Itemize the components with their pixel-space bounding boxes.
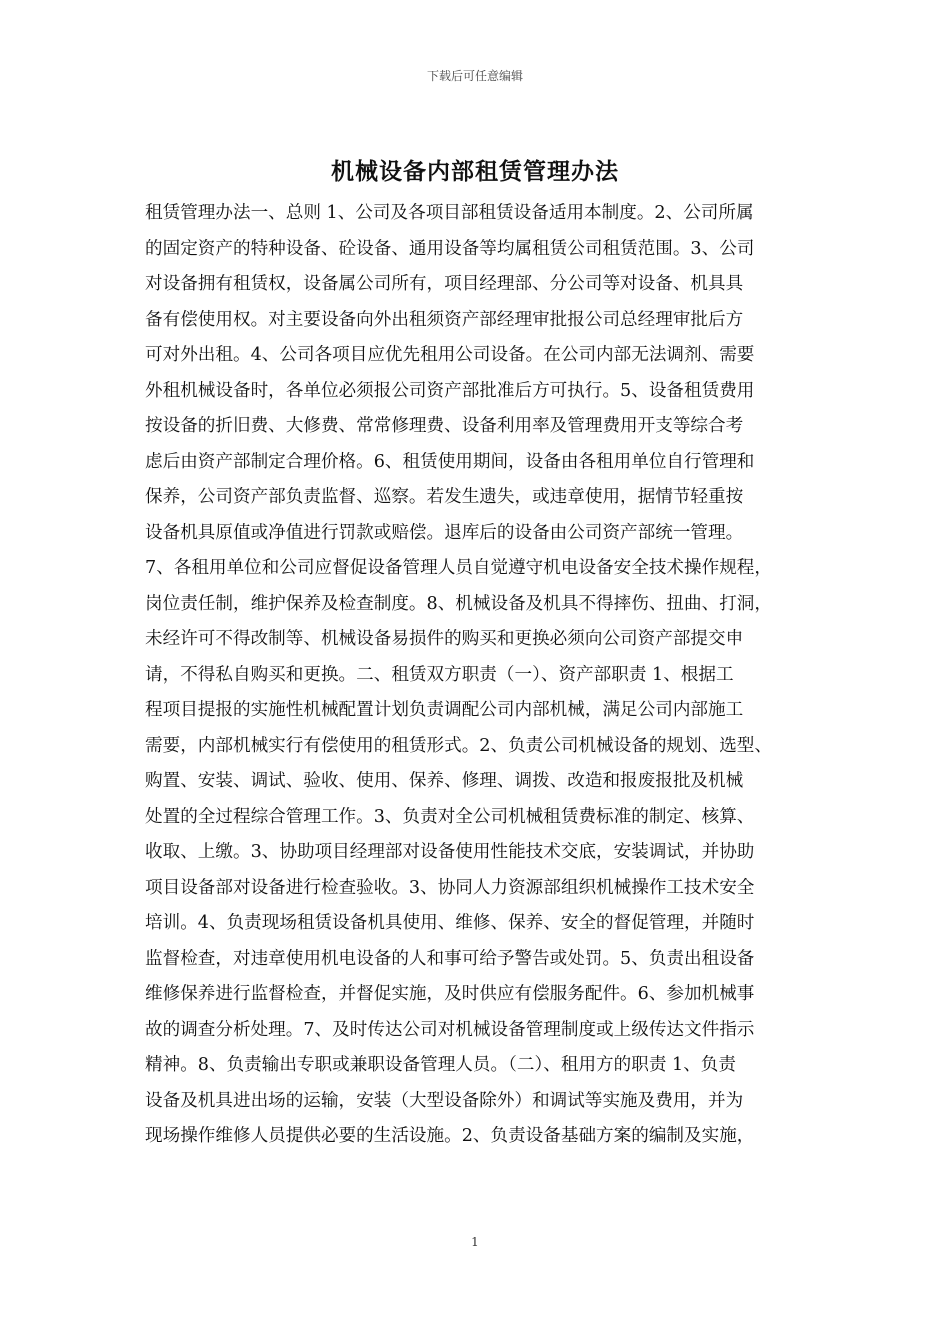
body-line: 虑后由资产部制定合理价格。6、租赁使用期间，设备由各租用单位自行管理和: [145, 451, 755, 472]
body-line: 设备及机具进出场的运输，安装（大型设备除外）和调试等实施及费用，并为: [145, 1090, 744, 1111]
body-line: 外租机械设备时，各单位必须报公司资产部批准后方可执行。5、设备租赁费用: [145, 380, 755, 401]
document-body: [145, 196, 807, 1155]
body-line: 培训。4、负责现场租赁设备机具使用、维修、保养、安全的督促管理，并随时: [145, 913, 755, 933]
body-line: 按设备的折旧费、大修费、常常修理费、设备利用率及管理费用开支等综合考: [145, 416, 744, 436]
body-line: 维修保养进行监督检查，并督促实施，及时供应有偿服务配件。6、参加机械事: [145, 984, 755, 1004]
body-line: 请，不得私自购买和更换。二、租赁双方职责（一）、资产部职责 1、根据工: [145, 664, 734, 685]
page-header: 下载后可任意编辑: [426, 69, 523, 83]
body-line: 备有偿使用权。对主要设备向外出租须资产部经理审批报公司总经理审批后方: [145, 309, 744, 330]
body-line: 7、各租用单位和公司应督促设备管理人员自觉遵守机电设备安全技术操作规程，: [145, 558, 772, 578]
body-line: 处置的全过程综合管理工作。3、负责对全公司机械租赁费标准的制定、核算、: [145, 806, 755, 827]
body-line: 对设备拥有租赁权，设备属公司所有，项目经理部、分公司等对设备、机具具: [145, 274, 744, 294]
body-line: 现场操作维修人员提供必要的生活设施。2、负责设备基础方案的编制及实施，: [145, 1126, 755, 1146]
body-line: 项目设备部对设备进行检查验收。3、协同人力资源部组织机械操作工技术安全: [145, 877, 755, 898]
document-title: 机械设备内部租赁管理办法: [331, 158, 619, 185]
body-line: 购置、安装、调试、验收、使用、保养、修理、调拨、改造和报废报批及机械: [145, 771, 744, 791]
body-line: 岗位责任制，维护保养及检查制度。8、机械设备及机具不得摔伤、扭曲、打洞，: [145, 593, 772, 614]
body-line: 故的调查分析处理。7、及时传达公司对机械设备管理制度或上级传达文件指示: [145, 1019, 755, 1040]
body-line: 可对外出租。4、公司各项目应优先租用公司设备。在公司内部无法调剂、需要: [145, 345, 755, 365]
body-line: 需要，内部机械实行有偿使用的租赁形式。2、负责公司机械设备的规划、选型、: [145, 735, 772, 756]
page-number: 1: [471, 1235, 479, 1249]
body-line: 保养，公司资产部负责监督、巡察。若发生遗失，或违章使用，据情节轻重按: [145, 487, 744, 507]
body-line: 未经许可不得改制等、机械设备易损件的购买和更换必须向公司资产部提交申: [145, 629, 744, 649]
body-line: 监督检查，对违章使用机电设备的人和事可给予警告或处罚。5、负责出租设备: [145, 948, 755, 969]
body-line: 收取、上缴。3、协助项目经理部对设备使用性能技术交底，安装调试，并协助: [145, 842, 755, 862]
body-line: 精神。8、负责输出专职或兼职设备管理人员。（二）、租用方的职责 1、负责: [145, 1055, 736, 1075]
body-line: 程项目提报的实施性机械配置计划负责调配公司内部机械，满足公司内部施工: [145, 700, 744, 720]
body-line: 租赁管理办法一、总则 1、公司及各项目部租赁设备适用本制度。2、公司所属: [145, 203, 754, 223]
body-line: 的固定资产的特种设备、砼设备、通用设备等均属租赁公司租赁范围。3、公司: [145, 238, 755, 259]
body-line: 设备机具原值或净值进行罚款或赔偿。退库后的设备由公司资产部统一管理。: [145, 522, 744, 543]
